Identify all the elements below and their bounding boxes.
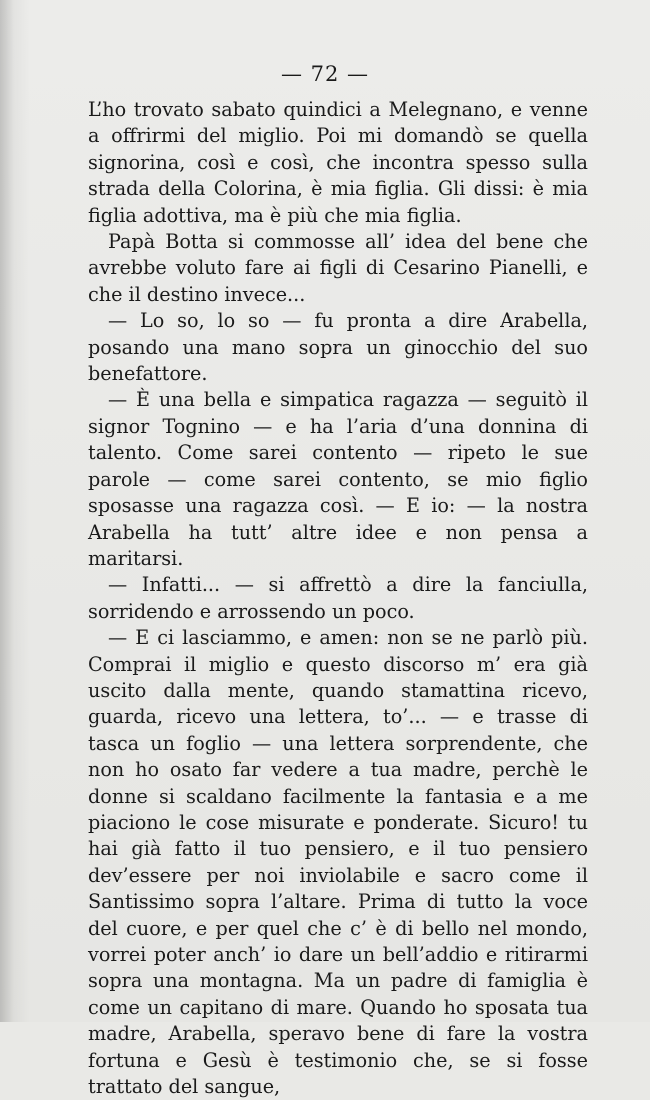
paragraph: — Lo so, lo so — fu pronta a dire Arabella, posando una mano sopra un ginocchio del suo benefattore. (88, 309, 588, 386)
paragraph: — È una bella e simpatica ragazza — seguitò il signor Tognino — e ha l’aria d’una donnina di talento. Come sarei contento — ripeto le sue parole — come sarei contento, se mio figlio sposasse una ragazza così. — E io: — la nostra Arabella ha tutt’ altre idee e non pensa a maritarsi. (88, 388, 588, 570)
paragraph: Papà Botta si commosse all’ idea del bene che avrebbe voluto fare ai figli di Cesarino Pianelli, e che il destino invece... (88, 230, 588, 306)
paragraph: L’ho trovato sabato quindici a Melegnano, e venne a offrirmi del miglio. Poi mi domandò se quella signorina, così e così, che incontra spesso sulla strada della Colorina, è mia figlia. Gli dissi: è mia figlia adottiva, ma è più che mia figlia. (88, 98, 588, 227)
page-number: — 72 — (280, 62, 370, 86)
paragraph: — E ci lasciammo, e amen: non se ne parlò più. Comprai il miglio e questo discorso m’ era già uscito dalla mente, quando stamattina ricevo, guarda, ricevo una lettera, to’... — e trasse di tasca un foglio — una lettera sorprendente, che non ho osato far vedere a tua madre, perchè le donne si scaldano facilmente la fantasia e a me piaciono le cose misurate e ponderate. Sicuro! tu hai già fatto il tuo pensiero, e il tuo pensiero dev’essere per noi inviolabile e sacro come il Santissimo sopra l’altare. Prima di tutto la voce del cuore, e per quel che c’ è di bello nel mondo, vorrei poter anch’ io dare un bell’addio e ritirarmi sopra una montagna. Ma un padre di famiglia è come un capitano di mare. Quando ho sposata tua madre, Arabella, speravo bene di fare la vostra fortuna e Gesù è testimonio che, se si fosse trattato del sangue, (88, 626, 588, 1099)
body-text (88, 97, 588, 1100)
paragraph: — Infatti... — si affrettò a dire la fanciulla, sorridendo e arrossendo un poco. (88, 573, 588, 623)
